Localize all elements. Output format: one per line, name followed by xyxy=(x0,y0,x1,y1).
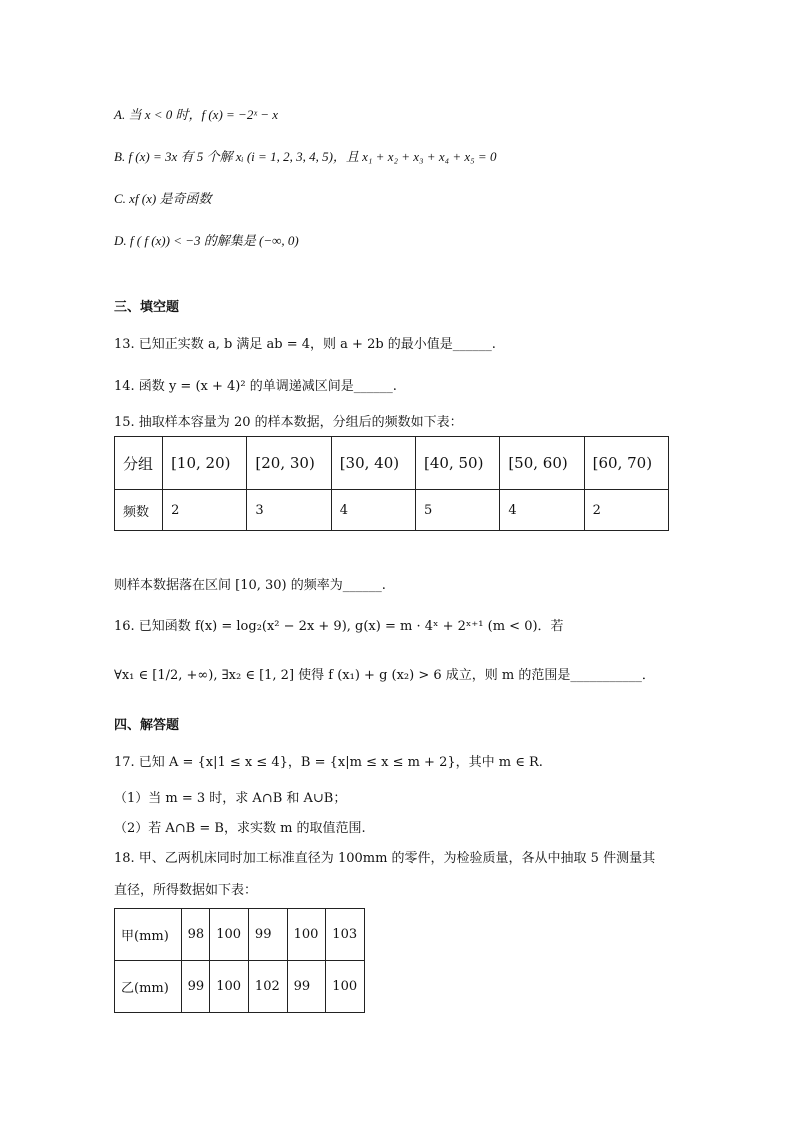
question-14: 14. 函数 y = (x + 4)² 的单调递减区间是______. xyxy=(114,379,397,394)
question-18-line2: 直径，所得数据如下表： xyxy=(114,883,258,898)
option-d: D. f ( f (x)) < −3 的解集是 (−∞, 0) xyxy=(114,233,299,248)
table-cell: [10, 20) xyxy=(163,437,247,490)
table-row xyxy=(115,490,669,531)
table-cell: 2 xyxy=(163,490,247,531)
question-13: 13. 已知正实数 a, b 满足 ab = 4，则 a + 2b 的最小值是______. xyxy=(114,337,496,352)
table-cell: [40, 50) xyxy=(416,437,500,490)
table-cell: 乙(mm) xyxy=(115,961,182,1013)
table-cell: 102 xyxy=(248,961,287,1013)
table-cell: 99 xyxy=(181,961,210,1013)
table-cell: 100 xyxy=(210,961,249,1013)
section-answer-heading: 四、解答题 xyxy=(114,718,180,733)
table-cell: 99 xyxy=(287,961,326,1013)
table-cell: 分组 xyxy=(115,437,163,490)
question-15: 15. 抽取样本容量为 20 的样本数据，分组后的频数如下表： xyxy=(114,415,463,430)
table-cell: 98 xyxy=(181,909,210,961)
question-18-line1: 18. 甲、乙两机床同时加工标准直径为 100mm 的零件，为检验质量，各从中抽取 5 件测量其 xyxy=(114,851,656,866)
table-cell: [30, 40) xyxy=(331,437,415,490)
table-row xyxy=(115,909,365,961)
table-cell: 100 xyxy=(287,909,326,961)
question-16-line2: ∀x₁ ∈ [1/2, +∞), ∃x₂ ∈ [1, 2] 使得 f (x₁) + g (x₂) > 6 成立，则 m 的范围是___________． xyxy=(114,668,655,683)
diameter-table xyxy=(114,908,365,1013)
option-c: C. xf (x) 是奇函数 xyxy=(114,191,212,206)
table-cell: 2 xyxy=(584,490,668,531)
table-cell: 4 xyxy=(331,490,415,531)
option-b: B. f (x) = 3x 有 5 个解 xᵢ (i = 1, 2, 3, 4, 5)，且 x₁ + x₂ + x₃ + x₄ + x₅ = 0 xyxy=(114,149,497,164)
table-cell: 99 xyxy=(248,909,287,961)
question-16-line1: 16. 已知函数 f(x) = log₂(x² − 2x + 9), g(x) = m · 4ˣ + 2ˣ⁺¹ (m < 0)．若 xyxy=(114,619,564,634)
frequency-table xyxy=(114,436,669,531)
question-17-part1: （1）当 m = 3 时，求 A∩B 和 A∪B； xyxy=(114,791,347,806)
table-cell: 103 xyxy=(326,909,365,961)
table-cell: [60, 70) xyxy=(584,437,668,490)
table-cell: 100 xyxy=(210,909,249,961)
table-cell: 5 xyxy=(416,490,500,531)
question-15-tail: 则样本数据落在区间 [10, 30) 的频率为______. xyxy=(114,578,386,593)
table-row xyxy=(115,437,669,490)
table-row xyxy=(115,961,365,1013)
question-17-part2: （2）若 A∩B = B，求实数 m 的取值范围. xyxy=(114,821,366,836)
question-17: 17. 已知 A = {x|1 ≤ x ≤ 4}，B = {x|m ≤ x ≤ m + 2}，其中 m ∈ R. xyxy=(114,755,543,770)
table-cell: 4 xyxy=(500,490,584,531)
table-cell: 3 xyxy=(247,490,331,531)
table-cell: [50, 60) xyxy=(500,437,584,490)
option-a: A. 当 x < 0 时，f (x) = −2ˣ − x xyxy=(114,107,279,122)
table-cell: 甲(mm) xyxy=(115,909,182,961)
table-cell: 频数 xyxy=(115,490,163,531)
section-fill-in-heading: 三、填空题 xyxy=(114,300,180,315)
table-cell: [20, 30) xyxy=(247,437,331,490)
table-cell: 100 xyxy=(326,961,365,1013)
